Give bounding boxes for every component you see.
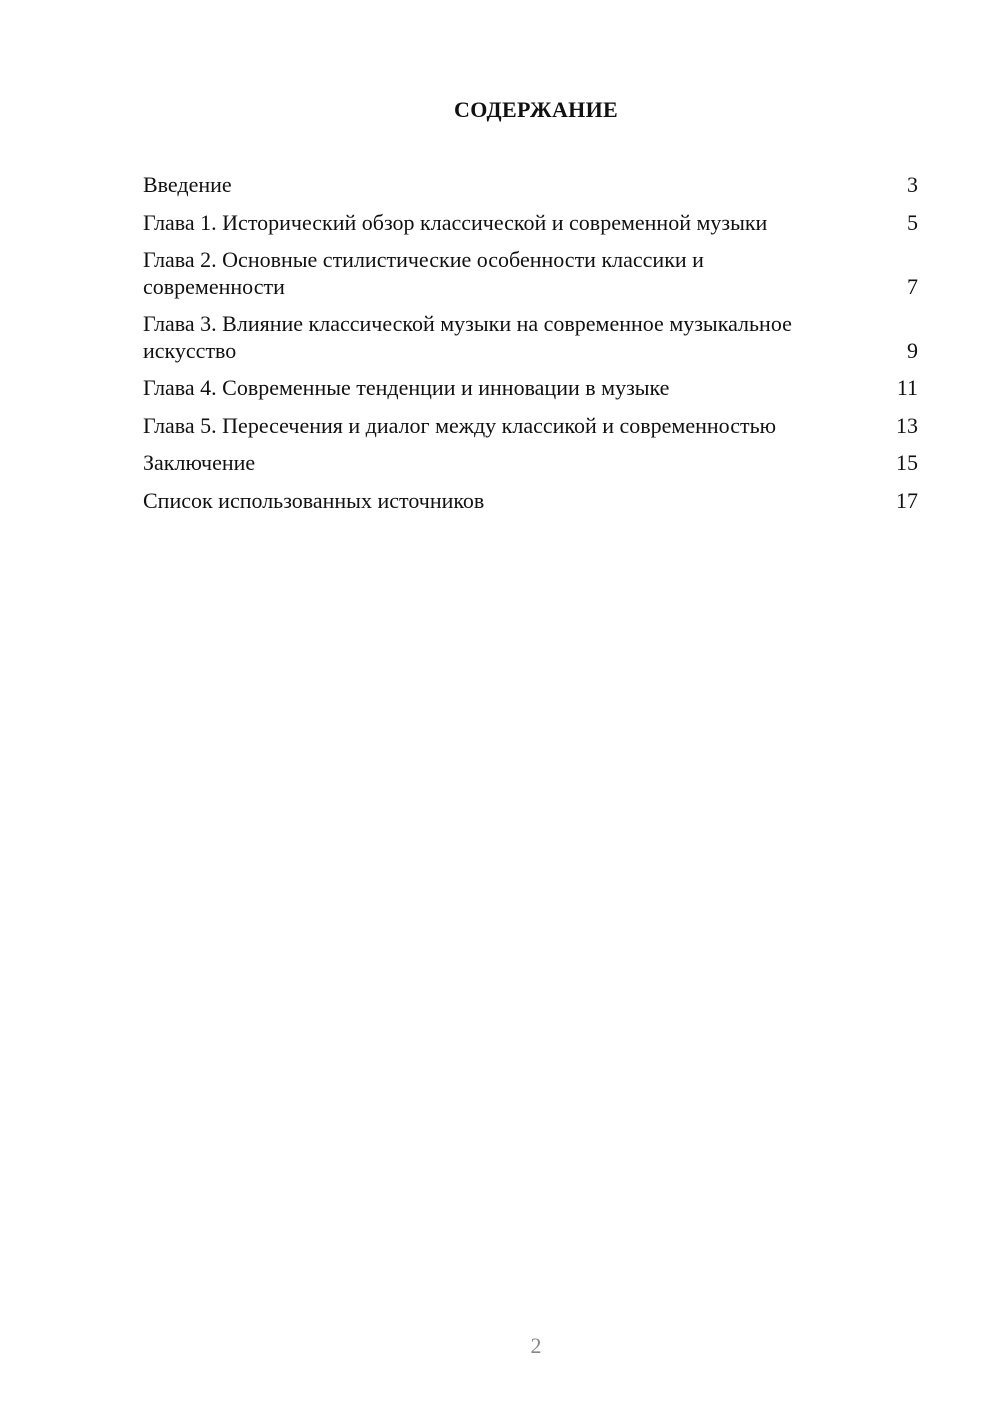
toc-entry-title: Заключение bbox=[143, 450, 256, 475]
toc-entry-page: 5 bbox=[907, 209, 918, 235]
toc-entry-title: Глава 2. Основные стилистические особенности классики и современности bbox=[143, 247, 704, 299]
toc-entry-title: Глава 1. Исторический обзор классической и современной музыки bbox=[143, 209, 768, 235]
table-of-contents-list bbox=[143, 172, 918, 525]
toc-entry-page: 3 bbox=[907, 172, 918, 197]
toc-entry-title: Глава 3. Влияние классической музыки на современное музыкальное искусство bbox=[143, 311, 792, 363]
toc-entry-introduction bbox=[143, 172, 918, 199]
toc-entry-title: Глава 5. Пересечения и диалог между классикой и современностью bbox=[143, 412, 777, 438]
toc-entry-page: 17 bbox=[896, 487, 918, 513]
toc-entry-title: Глава 4. Современные тенденции и инновации в музыке bbox=[143, 375, 670, 400]
toc-entry-page: 11 bbox=[896, 375, 918, 400]
toc-entry-title: Список использованных источников bbox=[143, 487, 485, 513]
toc-entry-page: 15 bbox=[896, 450, 918, 475]
toc-entry-title: Введение bbox=[143, 172, 232, 197]
table-of-contents-heading: СОДЕРЖАНИЕ bbox=[454, 97, 618, 122]
toc-entry-page: 9 bbox=[907, 337, 918, 363]
toc-entry-chapter-4 bbox=[143, 375, 918, 402]
toc-entry-page: 7 bbox=[907, 273, 918, 299]
toc-entry-page: 13 bbox=[896, 412, 918, 438]
page-number: 2 bbox=[530, 1333, 542, 1358]
toc-entry-references bbox=[143, 488, 918, 515]
toc-entry-conclusion bbox=[143, 450, 918, 477]
toc-entry-chapter-1 bbox=[143, 210, 918, 237]
toc-entry-chapter-5 bbox=[143, 413, 918, 440]
toc-entry-chapter-3 bbox=[143, 311, 918, 364]
toc-entry-chapter-2 bbox=[143, 247, 918, 300]
